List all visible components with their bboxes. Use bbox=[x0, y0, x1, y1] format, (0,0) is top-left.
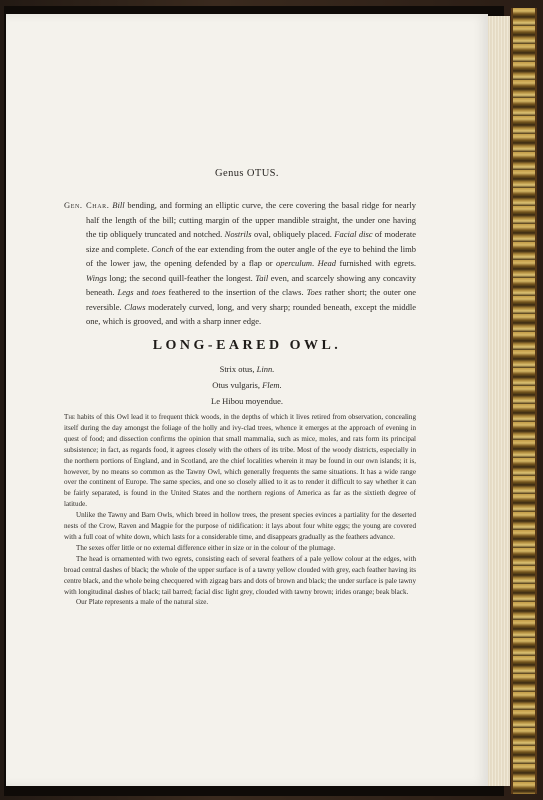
tail-label: Tail bbox=[255, 272, 269, 283]
description-paragraph: Unlike the Tawny and Barn Owls, which breed in hollow trees, the present species evinces a partiality for the deserted nests of the Crow, Raven and Magpie for the purpose of nidification: it lays about four white eggs; the young are covered with a full coat of white down, which lasts for a considerable time, and disappears gradually as the feathers advance. bbox=[64, 511, 416, 541]
species-title: LONG-EARED OWL. bbox=[152, 338, 342, 353]
wings-label: Wings bbox=[86, 272, 107, 283]
nostrils-label: Nostrils bbox=[224, 229, 252, 239]
operculum-term: operculum bbox=[276, 258, 313, 268]
facial-disc-label: Facial disc bbox=[334, 229, 373, 239]
generic-characters-paragraph: Gen. Char. Bill bending, and forming an elliptic curve, the cere covering the basal ridge for nearly half the length of the bill; cutting margin of the upper mandible straight, the under one having the tip obliquely truncated and notched. Nostrils oval, obliquely placed. Facial disc of moderate size and complete. Conch of the ear extending from the outer angle of the eye to behind the limb of the lower jaw, the opening defended by a flap or operculum. Head furnished with egrets. Wings long; the second quill-feather the longest. Tail even, and scarcely showing any concavity beneath. Legs and toes feathered to the insertion of the claws. Toes rather short; the outer one reversible. Claws moderately curved, long, and very sharp; rounded beneath, except the middle one, which is grooved, and with a sharp inner edge. bbox=[64, 200, 417, 326]
generic-characters bbox=[64, 198, 416, 329]
toes-label: toes bbox=[151, 287, 166, 297]
gilt-border-decoration bbox=[511, 8, 537, 794]
description-paragraph: The head is ornamented with two egrets, consisting each of several feathers of a pale yellow colour at the edges, with broad central dashes of black; the whole of the upper surface is of a tawny yellow clouded with grey, each feather having its centre black, and the whole being checquered with zigzag bars and dots of brown and black; the under surface is pale tawny with longitudinal dashes of black; tail barred; facial disc light grey, clouded with tawny brown; irides orange; beak black. bbox=[64, 554, 416, 596]
description-paragraph: The sexes offer little or no external difference either in size or in the colour of the plumage. bbox=[76, 543, 336, 552]
conch-label: Conch bbox=[151, 243, 174, 254]
head-label: Head bbox=[317, 258, 337, 268]
legs-label: Legs bbox=[117, 287, 134, 297]
genus-title: Genus OTUS. bbox=[215, 168, 279, 179]
species-description bbox=[64, 412, 416, 608]
claws-label: Claws bbox=[124, 301, 146, 312]
gen-char-lead: Gen. Char. bbox=[64, 200, 110, 210]
bill-label: Bill bbox=[112, 200, 125, 210]
description-paragraph: The habits of this Owl lead it to frequent thick woods, in the depths of which it lives retired from observation, concealing itself during the day amongst the foliage of the holly and ivy-clad trees, whence it emerges at the approach of evening in quest of food; and dissection confirms the opinion that small mammalia, such as mice, moles, and rats form its principal subsistence; in fact, as regards food, it agrees closely with the others of its tribe. Most of the woody districts, especially in the northern portions of England, and in Scotland, are the chief localities wherein it may be found in our own islands; it is, however, by no means so common as the Tawny Owl, which generally frequents the same situations. It has a wide range over the continent of Europe. The same species, and one so closely allied to it as to render it difficult to say whether it can be fairly separated, is found in the United States and the northern regions of America as far as the sixtieth degree of latitude. bbox=[64, 413, 416, 509]
book-page bbox=[6, 14, 488, 786]
synonym-line: Strix otus, Linn. bbox=[219, 364, 275, 374]
toes2-label: Toes bbox=[306, 287, 322, 297]
synonym-line: Le Hibou moyendue. bbox=[211, 396, 283, 406]
plate-note: Our Plate represents a male of the natural size. bbox=[76, 598, 209, 607]
synonym-line: Otus vulgaris, Flem. bbox=[212, 380, 282, 390]
